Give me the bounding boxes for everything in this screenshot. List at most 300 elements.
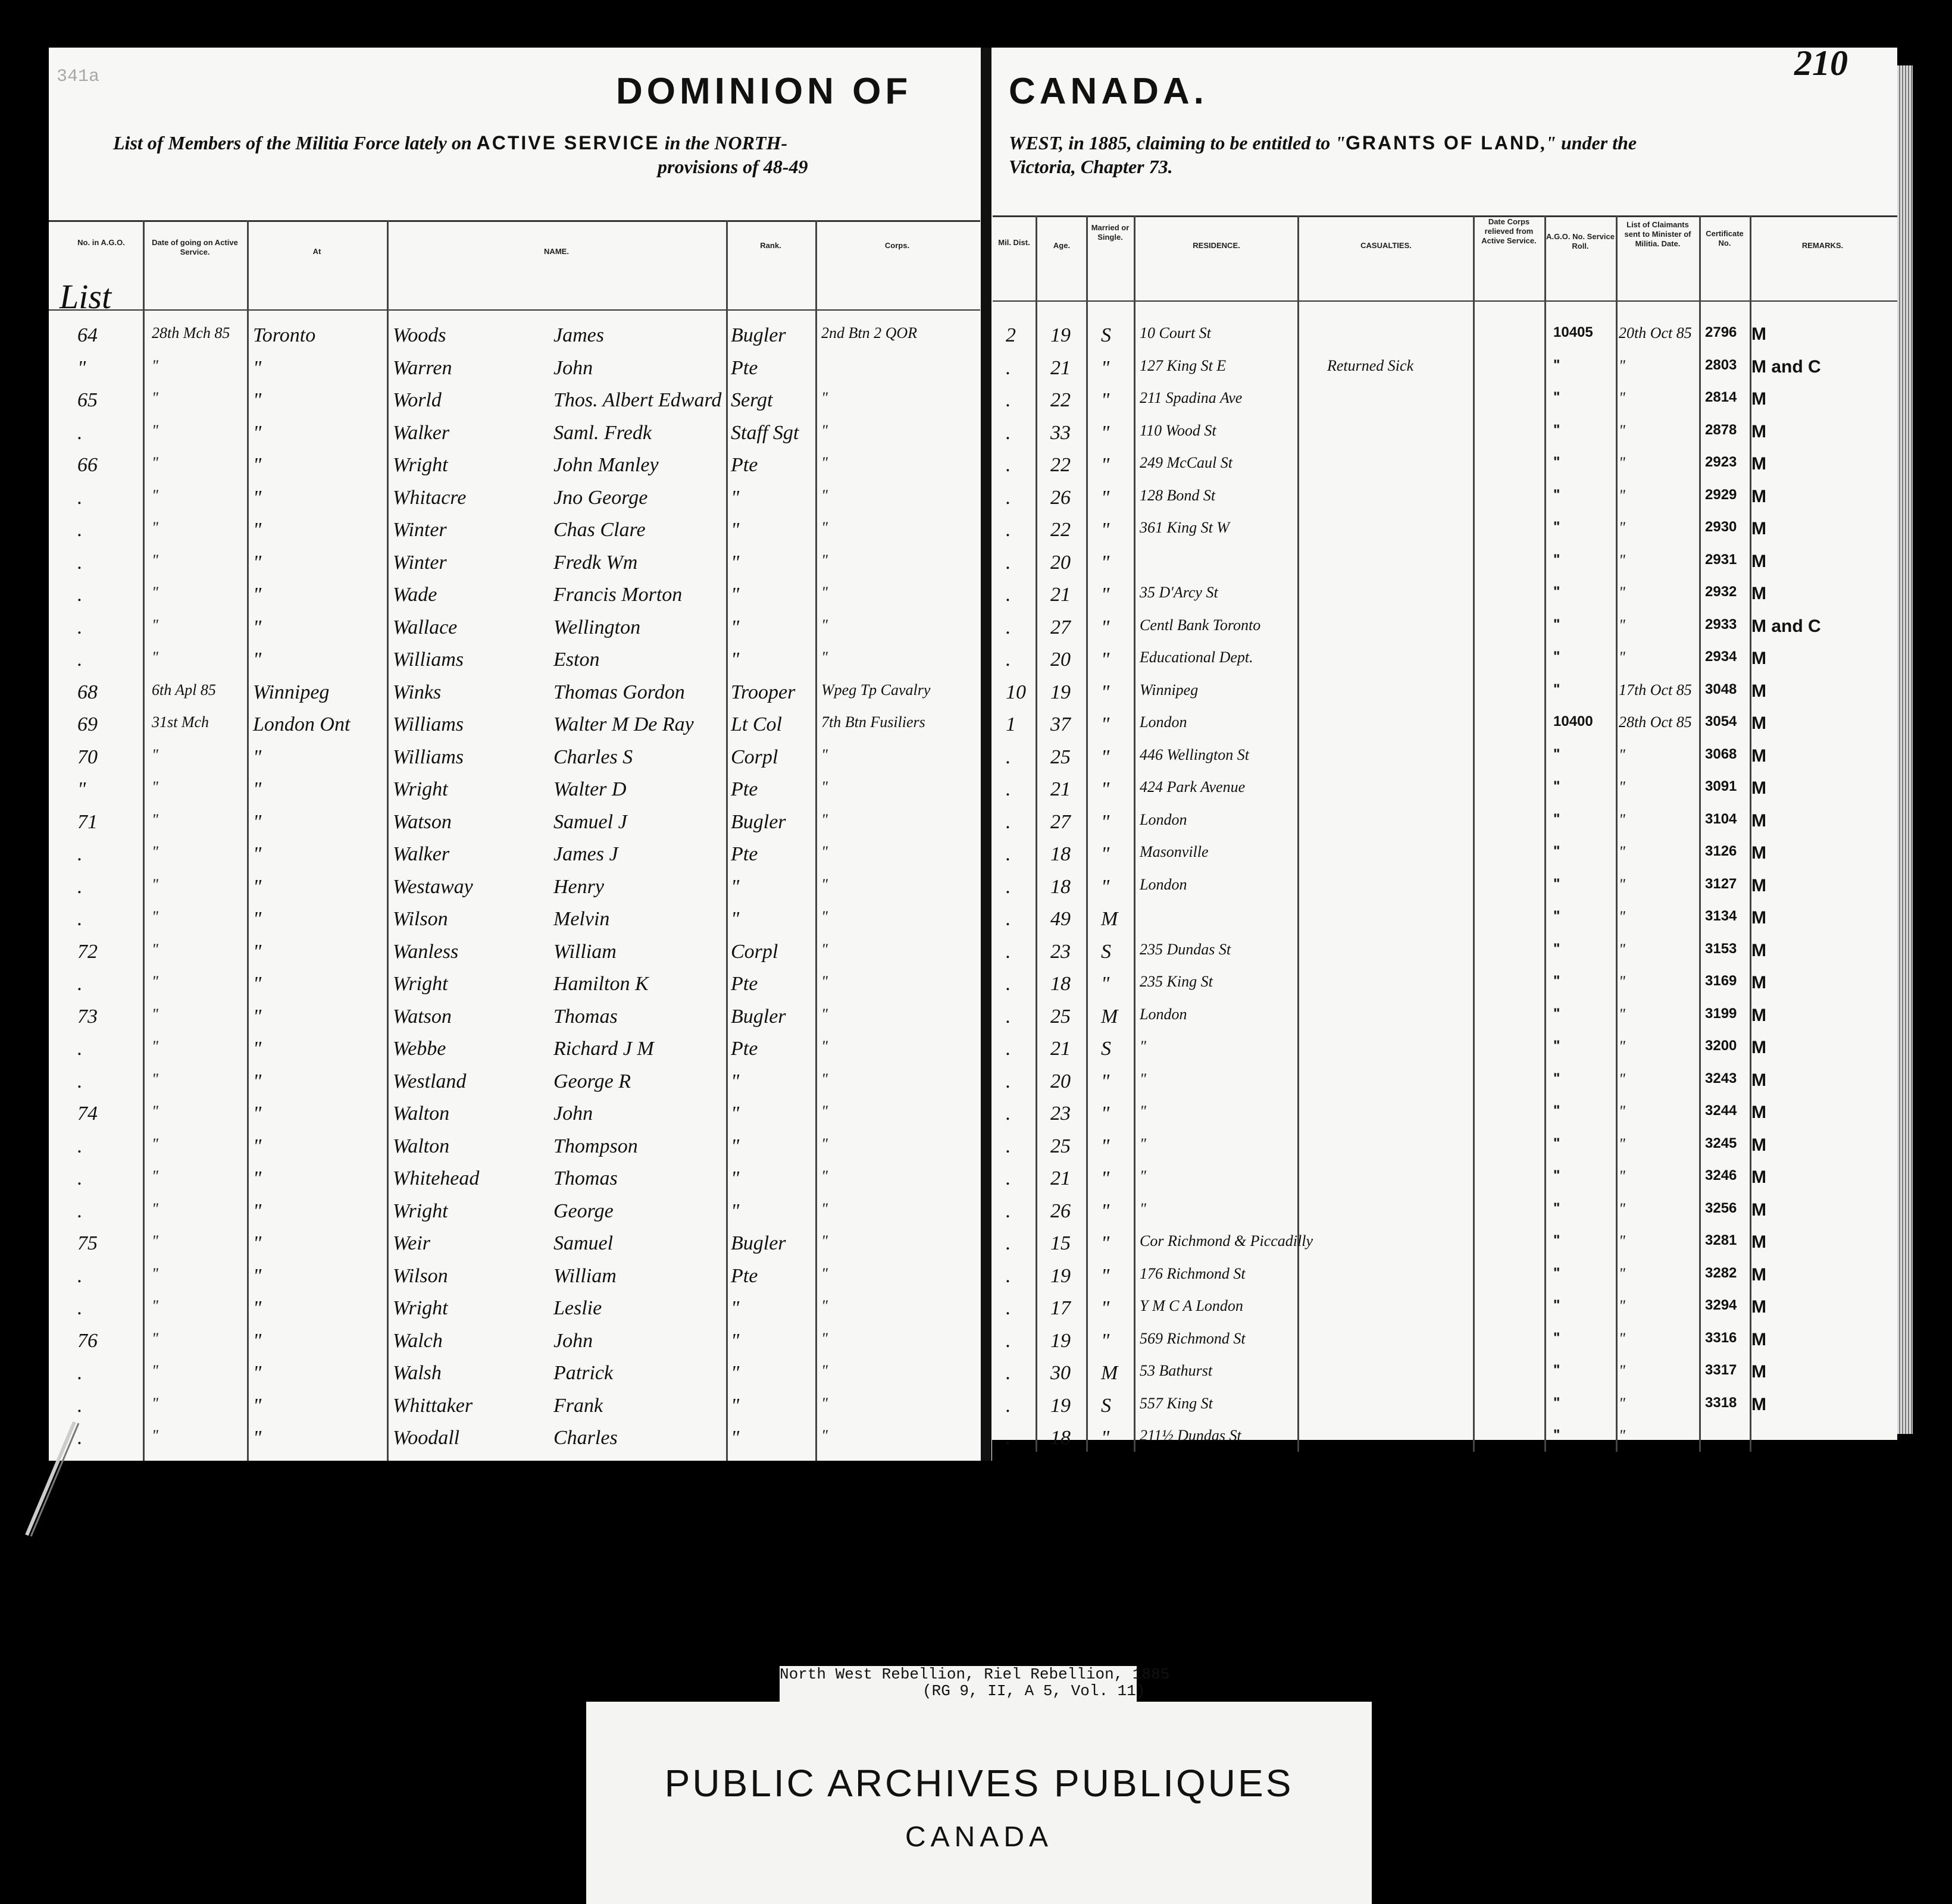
cell-date: " bbox=[152, 1395, 158, 1412]
cell-sent: " bbox=[1619, 616, 1625, 634]
cell-roll: " bbox=[1553, 357, 1560, 373]
cell-age: 30 bbox=[1050, 1362, 1071, 1384]
cell-surname: Williams bbox=[393, 746, 464, 768]
cell-ms: " bbox=[1101, 616, 1110, 638]
cell-residence: 10 Court St bbox=[1140, 324, 1211, 342]
cell-roll: " bbox=[1553, 1070, 1560, 1086]
cell-remarks: M bbox=[1751, 584, 1766, 603]
cell-no: . bbox=[77, 422, 83, 444]
cell-ms: " bbox=[1101, 1265, 1110, 1287]
cell-surname: Wade bbox=[393, 584, 437, 606]
cell-remarks: M bbox=[1751, 1103, 1766, 1122]
cell-cert: 3091 bbox=[1705, 778, 1737, 794]
title-left: DOMINION OF bbox=[616, 71, 912, 112]
cell-cert: 3317 bbox=[1705, 1362, 1737, 1378]
cell-residence: Cor Richmond & Piccadilly bbox=[1140, 1232, 1313, 1250]
cell-date: " bbox=[152, 1038, 158, 1055]
cell-date: " bbox=[152, 843, 158, 860]
cell-age: 26 bbox=[1050, 1200, 1071, 1222]
cell-cert: 3256 bbox=[1705, 1200, 1737, 1216]
cell-residence: 127 King St E bbox=[1140, 357, 1227, 374]
subtitle-right-line2: Victoria, Chapter 73. bbox=[1009, 156, 1173, 177]
cell-cert: 3054 bbox=[1705, 713, 1737, 729]
cell-sent: " bbox=[1619, 1427, 1625, 1444]
cell-no: " bbox=[77, 778, 86, 800]
cell-ms: " bbox=[1101, 973, 1110, 995]
cell-no: . bbox=[77, 1167, 83, 1189]
cell-cert: 3243 bbox=[1705, 1070, 1737, 1086]
cell-roll: " bbox=[1553, 616, 1560, 632]
cell-dist: . bbox=[1006, 1362, 1011, 1384]
cell-given: Thomas Gordon bbox=[553, 681, 685, 703]
cell-given: Wellington bbox=[553, 616, 641, 638]
cell-at: " bbox=[253, 1427, 262, 1449]
cell-corps: " bbox=[821, 1103, 828, 1120]
cell-surname: Wright bbox=[393, 778, 448, 800]
cell-surname: Winks bbox=[393, 681, 442, 703]
col-divider bbox=[247, 220, 249, 1461]
cell-remarks: M bbox=[1751, 324, 1766, 344]
cell-corps: " bbox=[821, 487, 828, 504]
cell-rank: Bugler bbox=[731, 1006, 786, 1028]
cell-rank: " bbox=[731, 1070, 740, 1092]
cell-cert: 2814 bbox=[1705, 389, 1737, 405]
cell-given: Fredk Wm bbox=[553, 552, 638, 574]
subtitle-left-line2: provisions of 48-49 bbox=[658, 156, 808, 177]
cell-corps: 2nd Btn 2 QOR bbox=[821, 324, 918, 342]
cell-surname: Wallace bbox=[393, 616, 458, 638]
colhead-rank: Rank. bbox=[760, 241, 781, 250]
col-divider bbox=[387, 220, 389, 1461]
cell-age: 19 bbox=[1050, 1330, 1071, 1352]
archive-label-reference bbox=[780, 1666, 1169, 1699]
cell-age: 22 bbox=[1050, 519, 1071, 541]
cell-no: 73 bbox=[77, 1006, 98, 1028]
cell-remarks: M and C bbox=[1751, 357, 1821, 377]
cell-age: 27 bbox=[1050, 811, 1071, 833]
cell-corps: " bbox=[821, 1070, 828, 1088]
cell-at: " bbox=[253, 843, 262, 865]
cell-sent: " bbox=[1619, 811, 1625, 828]
cell-cert: 3200 bbox=[1705, 1038, 1737, 1054]
cell-rank: Bugler bbox=[731, 1232, 786, 1254]
cell-at: " bbox=[253, 1330, 262, 1352]
cell-corps: " bbox=[821, 746, 828, 763]
cell-roll: " bbox=[1553, 584, 1560, 600]
cell-corps: " bbox=[821, 1427, 828, 1444]
cell-dist: . bbox=[1006, 552, 1011, 574]
cell-at: " bbox=[253, 746, 262, 768]
cell-no: . bbox=[77, 1265, 83, 1287]
cell-cert: 2932 bbox=[1705, 584, 1737, 600]
colhead-remarks: REMARKS. bbox=[1801, 241, 1844, 250]
colhead-married: Married or Single. bbox=[1091, 223, 1130, 242]
cell-surname: Williams bbox=[393, 649, 464, 671]
cell-sent: " bbox=[1619, 357, 1625, 374]
cell-roll: " bbox=[1553, 1427, 1560, 1443]
cell-remarks: M bbox=[1751, 389, 1766, 409]
colhead-at: At bbox=[312, 247, 321, 256]
cell-surname: Wright bbox=[393, 1200, 448, 1222]
cell-date: " bbox=[152, 1167, 158, 1185]
cell-residence: Winnipeg bbox=[1140, 681, 1199, 699]
cell-ms: " bbox=[1101, 1103, 1110, 1125]
cell-no: 68 bbox=[77, 681, 98, 703]
cell-given: James bbox=[553, 324, 604, 346]
cell-rank: Pte bbox=[731, 454, 758, 476]
cell-corps: " bbox=[821, 843, 828, 860]
page-edges bbox=[1897, 65, 1913, 1434]
cell-ms: " bbox=[1101, 1070, 1110, 1092]
cell-given: Saml. Fredk bbox=[553, 422, 652, 444]
cell-ms: " bbox=[1101, 552, 1110, 574]
cell-ms: M bbox=[1101, 908, 1118, 930]
cell-remarks: M bbox=[1751, 422, 1766, 441]
subtitle-right-line1: WEST, in 1885, claiming to be entitled to "GRANTS OF LAND," under the bbox=[1009, 132, 1637, 154]
colhead-date: Date of going on Active Service. bbox=[152, 238, 238, 256]
cell-roll: " bbox=[1553, 908, 1560, 924]
cell-date: " bbox=[152, 357, 158, 374]
cell-roll: " bbox=[1553, 1038, 1560, 1054]
cell-cert: 2929 bbox=[1705, 487, 1737, 503]
cell-roll: 10405 bbox=[1553, 324, 1593, 340]
cell-remarks: M bbox=[1751, 1135, 1766, 1155]
cell-sent: " bbox=[1619, 1200, 1625, 1217]
cell-cert: 3246 bbox=[1705, 1167, 1737, 1183]
cell-age: 18 bbox=[1050, 843, 1071, 865]
cell-no: . bbox=[77, 1070, 83, 1092]
cell-dist: . bbox=[1006, 876, 1011, 898]
cell-at: " bbox=[253, 1070, 262, 1092]
cell-roll: " bbox=[1553, 422, 1560, 438]
cell-given: Hamilton K bbox=[553, 973, 649, 995]
cell-sent: " bbox=[1619, 389, 1625, 406]
cell-surname: Williams bbox=[393, 713, 464, 735]
cell-dist: . bbox=[1006, 1297, 1011, 1319]
cell-residence: " bbox=[1140, 1167, 1146, 1185]
cell-at: " bbox=[253, 1232, 262, 1254]
cell-no: " bbox=[77, 357, 86, 379]
cell-date: " bbox=[152, 876, 158, 893]
cell-given: John bbox=[553, 1330, 593, 1352]
cell-age: 19 bbox=[1050, 1265, 1071, 1287]
cell-age: 25 bbox=[1050, 746, 1071, 768]
cell-sent: " bbox=[1619, 1232, 1625, 1250]
cell-rank: " bbox=[731, 1297, 740, 1319]
cell-sent: " bbox=[1619, 1395, 1625, 1412]
cell-cert: 3104 bbox=[1705, 811, 1737, 827]
cell-cert: 3318 bbox=[1705, 1395, 1737, 1411]
cell-ms: " bbox=[1101, 454, 1110, 476]
cell-residence: " bbox=[1140, 1070, 1146, 1088]
cell-surname: Westaway bbox=[393, 876, 473, 898]
cell-given: Eston bbox=[553, 649, 600, 671]
cell-date: " bbox=[152, 519, 158, 536]
cell-date: " bbox=[152, 811, 158, 828]
cell-date: " bbox=[152, 1103, 158, 1120]
cell-cert: 3244 bbox=[1705, 1103, 1737, 1119]
cell-rank: " bbox=[731, 1427, 740, 1449]
cell-at: " bbox=[253, 422, 262, 444]
cell-ms: " bbox=[1101, 681, 1110, 703]
cell-date: " bbox=[152, 1070, 158, 1088]
cell-roll: " bbox=[1553, 454, 1560, 470]
book-gutter bbox=[981, 48, 991, 1461]
cell-date: " bbox=[152, 908, 158, 925]
cell-given: Francis Morton bbox=[553, 584, 683, 606]
cell-date: " bbox=[152, 389, 158, 406]
colhead-corps: Corps. bbox=[884, 241, 910, 250]
cell-age: 23 bbox=[1050, 941, 1071, 963]
cell-dist: . bbox=[1006, 1070, 1011, 1092]
header-rule-left bbox=[49, 220, 980, 222]
cell-no: 65 bbox=[77, 389, 98, 411]
cell-dist: . bbox=[1006, 973, 1011, 995]
cell-roll: " bbox=[1553, 1265, 1560, 1281]
cell-date: " bbox=[152, 1006, 158, 1023]
cell-residence: 211½ Dundas St bbox=[1140, 1427, 1241, 1444]
cell-remarks: M bbox=[1751, 973, 1766, 992]
cell-corps: " bbox=[821, 1135, 828, 1153]
cell-no: . bbox=[77, 1427, 83, 1449]
cell-at: " bbox=[253, 811, 262, 833]
cell-rank: " bbox=[731, 1200, 740, 1222]
cell-residence: Masonville bbox=[1140, 843, 1209, 860]
cell-given: John Manley bbox=[553, 454, 659, 476]
cell-sent: " bbox=[1619, 649, 1625, 666]
cell-age: 19 bbox=[1050, 1395, 1071, 1417]
cell-given: Charles S bbox=[553, 746, 633, 768]
cell-dist: . bbox=[1006, 454, 1011, 476]
cell-roll: " bbox=[1553, 649, 1560, 665]
cell-date: 6th Apl 85 bbox=[152, 681, 216, 699]
cell-at: Toronto bbox=[253, 324, 316, 346]
cell-given: James J bbox=[553, 843, 618, 865]
cell-at: " bbox=[253, 649, 262, 671]
cell-at: " bbox=[253, 973, 262, 995]
cell-cert: 2796 bbox=[1705, 324, 1737, 340]
cell-surname: Walsh bbox=[393, 1362, 442, 1384]
cell-sent: " bbox=[1619, 1070, 1625, 1088]
cell-rank: " bbox=[731, 1135, 740, 1157]
cell-surname: Walton bbox=[393, 1103, 450, 1125]
cell-dist: 2 bbox=[1006, 324, 1016, 346]
cell-dist: . bbox=[1006, 908, 1011, 930]
cell-residence: " bbox=[1140, 1200, 1146, 1217]
cell-corps: " bbox=[821, 778, 828, 796]
archive-label-line2: (RG 9, II, A 5, Vol. 11) bbox=[922, 1682, 1146, 1700]
cell-sent: " bbox=[1619, 1265, 1625, 1282]
cell-given: Henry bbox=[553, 876, 604, 898]
cell-given: Charles bbox=[553, 1427, 618, 1449]
cell-date: " bbox=[152, 487, 158, 504]
cell-given: George R bbox=[553, 1070, 631, 1092]
cell-corps: " bbox=[821, 389, 828, 406]
cell-dist: . bbox=[1006, 1427, 1011, 1449]
cell-age: 18 bbox=[1050, 973, 1071, 995]
cell-at: " bbox=[253, 1038, 262, 1060]
cell-ms: S bbox=[1101, 324, 1111, 346]
cell-surname: World bbox=[393, 389, 442, 411]
col-divider bbox=[1616, 215, 1618, 1452]
col-divider bbox=[1134, 215, 1135, 1452]
colhead-casualties: CASUALTIES. bbox=[1360, 241, 1412, 250]
cell-roll: " bbox=[1553, 1200, 1560, 1216]
cell-residence: " bbox=[1140, 1135, 1146, 1153]
cell-given: Thomas bbox=[553, 1167, 618, 1189]
cell-ms: M bbox=[1101, 1362, 1118, 1384]
cell-dist: . bbox=[1006, 519, 1011, 541]
column-rule-right bbox=[993, 300, 1897, 302]
cell-rank: " bbox=[731, 1362, 740, 1384]
cell-surname: Warren bbox=[393, 357, 452, 379]
cell-no: . bbox=[77, 584, 83, 606]
cell-sent: " bbox=[1619, 1103, 1625, 1120]
cell-date: " bbox=[152, 1297, 158, 1314]
cell-dist: . bbox=[1006, 584, 1011, 606]
cell-ms: " bbox=[1101, 357, 1110, 379]
cell-date: " bbox=[152, 552, 158, 569]
cell-corps: " bbox=[821, 1232, 828, 1250]
cell-remarks: M bbox=[1751, 843, 1766, 863]
cell-corps: " bbox=[821, 649, 828, 666]
cell-corps: " bbox=[821, 908, 828, 925]
cell-at: " bbox=[253, 1006, 262, 1028]
cell-surname: Winter bbox=[393, 552, 447, 574]
cell-residence: Educational Dept. bbox=[1140, 649, 1253, 666]
cell-dist: . bbox=[1006, 357, 1011, 379]
cell-sent: 28th Oct 85 bbox=[1619, 713, 1692, 731]
left-ledger-page bbox=[49, 48, 992, 1461]
cell-at: " bbox=[253, 908, 262, 930]
cell-roll: " bbox=[1553, 1232, 1560, 1248]
cell-dist: . bbox=[1006, 778, 1011, 800]
cell-given: Jno George bbox=[553, 487, 648, 509]
cell-rank: Pte bbox=[731, 778, 758, 800]
cell-dist: . bbox=[1006, 1103, 1011, 1125]
column-rule-left bbox=[49, 309, 980, 311]
cell-ms: " bbox=[1101, 843, 1110, 865]
cell-roll: " bbox=[1553, 1395, 1560, 1411]
cell-remarks: M and C bbox=[1751, 616, 1821, 636]
cell-no: . bbox=[77, 1362, 83, 1384]
cell-sent: " bbox=[1619, 422, 1625, 439]
cell-casualties: Returned Sick bbox=[1327, 357, 1414, 374]
cell-remarks: M bbox=[1751, 811, 1766, 831]
cell-age: 21 bbox=[1050, 357, 1071, 379]
cell-at: " bbox=[253, 389, 262, 411]
cell-roll: " bbox=[1553, 389, 1560, 405]
cell-ms: " bbox=[1101, 1200, 1110, 1222]
archive-label-subtitle: CANADA bbox=[905, 1821, 1053, 1853]
cell-residence: 235 Dundas St bbox=[1140, 941, 1231, 958]
cell-corps: " bbox=[821, 941, 828, 958]
cell-sent: " bbox=[1619, 1038, 1625, 1055]
cell-at: " bbox=[253, 616, 262, 638]
cell-date: " bbox=[152, 1362, 158, 1379]
cell-rank: " bbox=[731, 519, 740, 541]
cell-roll: " bbox=[1553, 941, 1560, 957]
cell-given: William bbox=[553, 941, 617, 963]
cell-remarks: M bbox=[1751, 908, 1766, 928]
cell-at: " bbox=[253, 1362, 262, 1384]
cell-age: 22 bbox=[1050, 454, 1071, 476]
cell-residence: " bbox=[1140, 1103, 1146, 1120]
cell-rank: Sergt bbox=[731, 389, 773, 411]
cell-residence: 235 King St bbox=[1140, 973, 1213, 990]
cell-corps: " bbox=[821, 616, 828, 634]
cell-date: " bbox=[152, 454, 158, 471]
cell-no: 69 bbox=[77, 713, 98, 735]
cell-residence: 211 Spadina Ave bbox=[1140, 389, 1243, 406]
cell-given: Thompson bbox=[553, 1135, 638, 1157]
cell-dist: 10 bbox=[1006, 681, 1026, 703]
cell-remarks: M bbox=[1751, 1200, 1766, 1220]
cell-sent: " bbox=[1619, 1135, 1625, 1153]
cell-sent: 17th Oct 85 bbox=[1619, 681, 1692, 699]
cell-corps: " bbox=[821, 1200, 828, 1217]
cell-residence: London bbox=[1140, 713, 1187, 731]
cell-sent: " bbox=[1619, 941, 1625, 958]
cell-cert: 2930 bbox=[1705, 519, 1737, 535]
cell-surname: Wright bbox=[393, 454, 448, 476]
col-divider bbox=[1544, 215, 1546, 1452]
cell-surname: Wilson bbox=[393, 908, 448, 930]
cell-dist: . bbox=[1006, 1135, 1011, 1157]
cell-cert: 3153 bbox=[1705, 941, 1737, 957]
cell-remarks: M bbox=[1751, 778, 1766, 798]
cell-age: 21 bbox=[1050, 778, 1071, 800]
cell-at: " bbox=[253, 941, 262, 963]
cell-sent: " bbox=[1619, 1297, 1625, 1314]
cell-remarks: M bbox=[1751, 1038, 1766, 1057]
cell-sent: " bbox=[1619, 1167, 1625, 1185]
cell-ms: " bbox=[1101, 1427, 1110, 1449]
cell-corps: " bbox=[821, 422, 828, 439]
cell-date: " bbox=[152, 1265, 158, 1282]
cell-no: 70 bbox=[77, 746, 98, 768]
cell-at: " bbox=[253, 876, 262, 898]
cell-date: " bbox=[152, 973, 158, 990]
col-divider bbox=[726, 220, 728, 1461]
cell-roll: " bbox=[1553, 681, 1560, 697]
cell-given: Patrick bbox=[553, 1362, 614, 1384]
cell-cert: 2933 bbox=[1705, 616, 1737, 632]
cell-at: " bbox=[253, 487, 262, 509]
cell-sent: " bbox=[1619, 843, 1625, 860]
cell-date: 28th Mch 85 bbox=[152, 324, 230, 342]
cell-no: . bbox=[77, 552, 83, 574]
cell-age: 27 bbox=[1050, 616, 1071, 638]
archive-stamp: 341a bbox=[57, 67, 100, 87]
cell-cert: 2934 bbox=[1705, 649, 1737, 665]
cell-age: 15 bbox=[1050, 1232, 1071, 1254]
cell-remarks: M bbox=[1751, 1006, 1766, 1025]
colhead-sent: List of Claimants sent to Minister of Militia. Date. bbox=[1624, 220, 1691, 248]
cell-roll: 10400 bbox=[1553, 713, 1593, 729]
cell-date: " bbox=[152, 616, 158, 634]
cell-age: 23 bbox=[1050, 1103, 1071, 1125]
cell-remarks: M bbox=[1751, 519, 1766, 538]
cell-surname: Whitacre bbox=[393, 487, 467, 509]
cell-surname: Winter bbox=[393, 519, 447, 541]
cell-roll: " bbox=[1553, 876, 1560, 892]
cell-remarks: M bbox=[1751, 649, 1766, 668]
cell-ms: " bbox=[1101, 1135, 1110, 1157]
cell-ms: " bbox=[1101, 1297, 1110, 1319]
cell-roll: " bbox=[1553, 973, 1560, 989]
cell-at: " bbox=[253, 1103, 262, 1125]
